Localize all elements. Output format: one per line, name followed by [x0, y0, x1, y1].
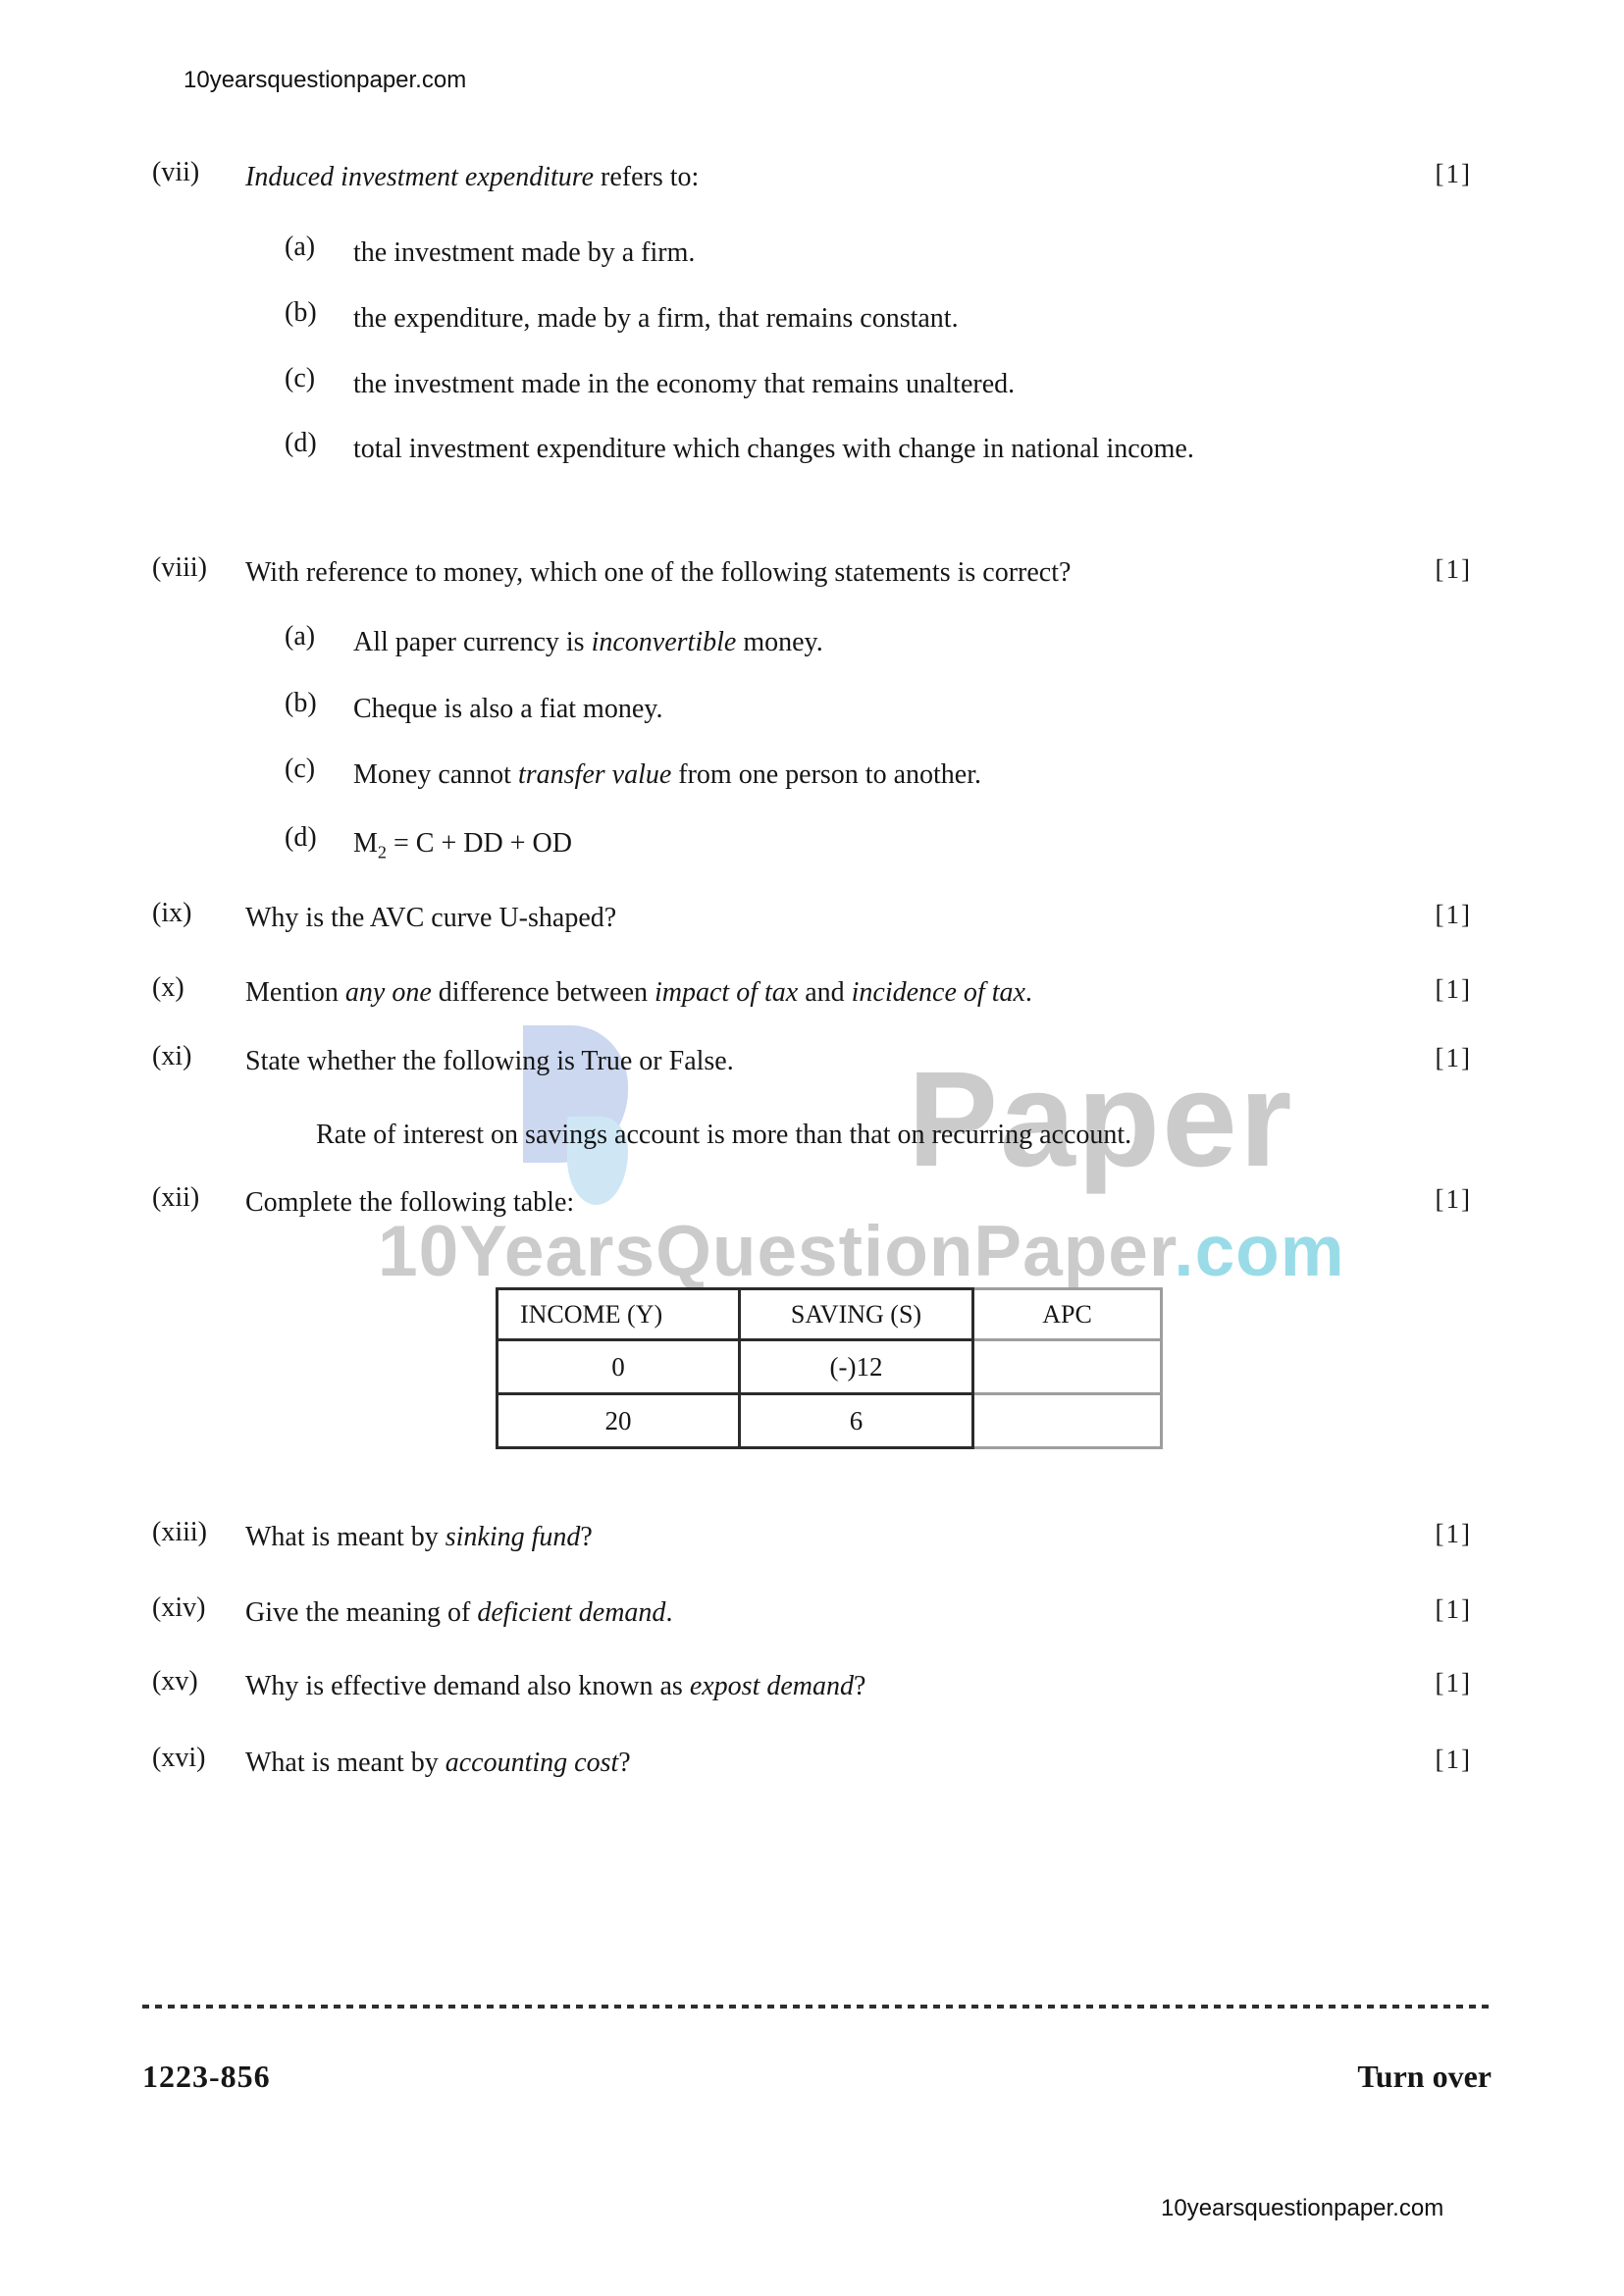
header-site-url: 10yearsquestionpaper.com	[183, 67, 467, 93]
marks-badge: [1]	[1435, 1668, 1472, 1697]
table-row	[496, 1341, 1163, 1395]
marks-badge: [1]	[1435, 554, 1472, 584]
table-cell-apc-1	[974, 1341, 1163, 1395]
marks-badge: [1]	[1435, 974, 1472, 1004]
question-text: Mention any one difference between impact of tax and incidence of tax.	[245, 977, 1032, 1008]
paper-code: 1223-856	[142, 2059, 271, 2094]
table-header-apc: APC	[974, 1287, 1163, 1341]
option-text: $M_2 = C$ + DD + OD	[353, 828, 572, 862]
question-text: State whether the following is True or False.	[245, 1046, 734, 1076]
question-text: What is meant by sinking fund?	[245, 1522, 593, 1552]
table-row	[496, 1395, 1163, 1449]
option-label: (b)	[285, 688, 317, 718]
option-text: Money cannot transfer value from one person to another.	[353, 759, 981, 790]
option-text: the investment made by a firm.	[353, 237, 696, 268]
table-header-saving: SAVING (S)	[741, 1287, 974, 1341]
option-label: (a)	[285, 232, 316, 262]
marks-badge: [1]	[1435, 1043, 1472, 1072]
question-number: (viii)	[152, 552, 207, 583]
table-header-row	[496, 1287, 1163, 1341]
option-text: the expenditure, made by a firm, that remains constant.	[353, 303, 959, 334]
question-text: Why is the AVC curve U-shaped?	[245, 903, 617, 933]
watermark-site-name: 10YearsQuestionPaper	[378, 1212, 1175, 1291]
option-label: (d)	[285, 822, 317, 853]
marks-badge: [1]	[1435, 1184, 1472, 1214]
question-number: (xii)	[152, 1182, 200, 1213]
question-number: (ix)	[152, 898, 192, 928]
question-number: (xv)	[152, 1666, 198, 1696]
table-cell-saving-1: (-)12	[741, 1341, 974, 1395]
option-label: (c)	[285, 754, 316, 784]
statement-text: Rate of interest on savings account is more than that on recurring account.	[316, 1120, 1132, 1150]
question-number: (xiii)	[152, 1517, 207, 1547]
question-number: (vii)	[152, 157, 200, 187]
question-text: Give the meaning of deficient demand.	[245, 1597, 673, 1628]
question-text: What is meant by accounting cost?	[245, 1748, 631, 1778]
watermark-paper-text: Paper	[908, 1044, 1294, 1195]
footer-site-url: 10yearsquestionpaper.com	[1161, 2195, 1444, 2221]
option-text: total investment expenditure which changes with change in national income.	[353, 434, 1194, 464]
marks-badge: [1]	[1435, 1519, 1472, 1548]
option-text: All paper currency is inconvertible money.	[353, 627, 823, 657]
table-cell-income-2: 20	[496, 1395, 741, 1449]
option-label: (d)	[285, 428, 317, 458]
question-number: (x)	[152, 972, 184, 1003]
marks-badge: [1]	[1435, 900, 1472, 929]
table-header-income: INCOME (Y)	[496, 1287, 741, 1341]
table-cell-saving-2: 6	[741, 1395, 974, 1449]
option-text: Cheque is also a fiat money.	[353, 694, 663, 724]
income-saving-apc-table	[496, 1287, 1163, 1449]
watermark-site-tld: .com	[1174, 1212, 1345, 1291]
question-text: Induced investment expenditure refers to:	[245, 162, 700, 192]
option-label: (b)	[285, 297, 317, 328]
turn-over-label: Turn over	[1357, 2059, 1492, 2094]
question-text: Why is effective demand also known as expost demand?	[245, 1671, 866, 1701]
option-label: (a)	[285, 621, 316, 652]
option-text: the investment made in the economy that remains unaltered.	[353, 369, 1016, 399]
table-cell-apc-2	[974, 1395, 1163, 1449]
question-text: With reference to money, which one of the following statements is correct?	[245, 557, 1072, 588]
question-number: (xvi)	[152, 1743, 206, 1773]
marks-badge: [1]	[1435, 1745, 1472, 1774]
question-number: (xiv)	[152, 1592, 206, 1623]
question-number: (xi)	[152, 1041, 192, 1071]
question-text: Complete the following table:	[245, 1187, 575, 1218]
table-cell-income-1: 0	[496, 1341, 741, 1395]
marks-badge: [1]	[1435, 159, 1472, 188]
dashed-divider	[142, 2005, 1489, 2009]
option-label: (c)	[285, 363, 316, 393]
marks-badge: [1]	[1435, 1594, 1472, 1624]
